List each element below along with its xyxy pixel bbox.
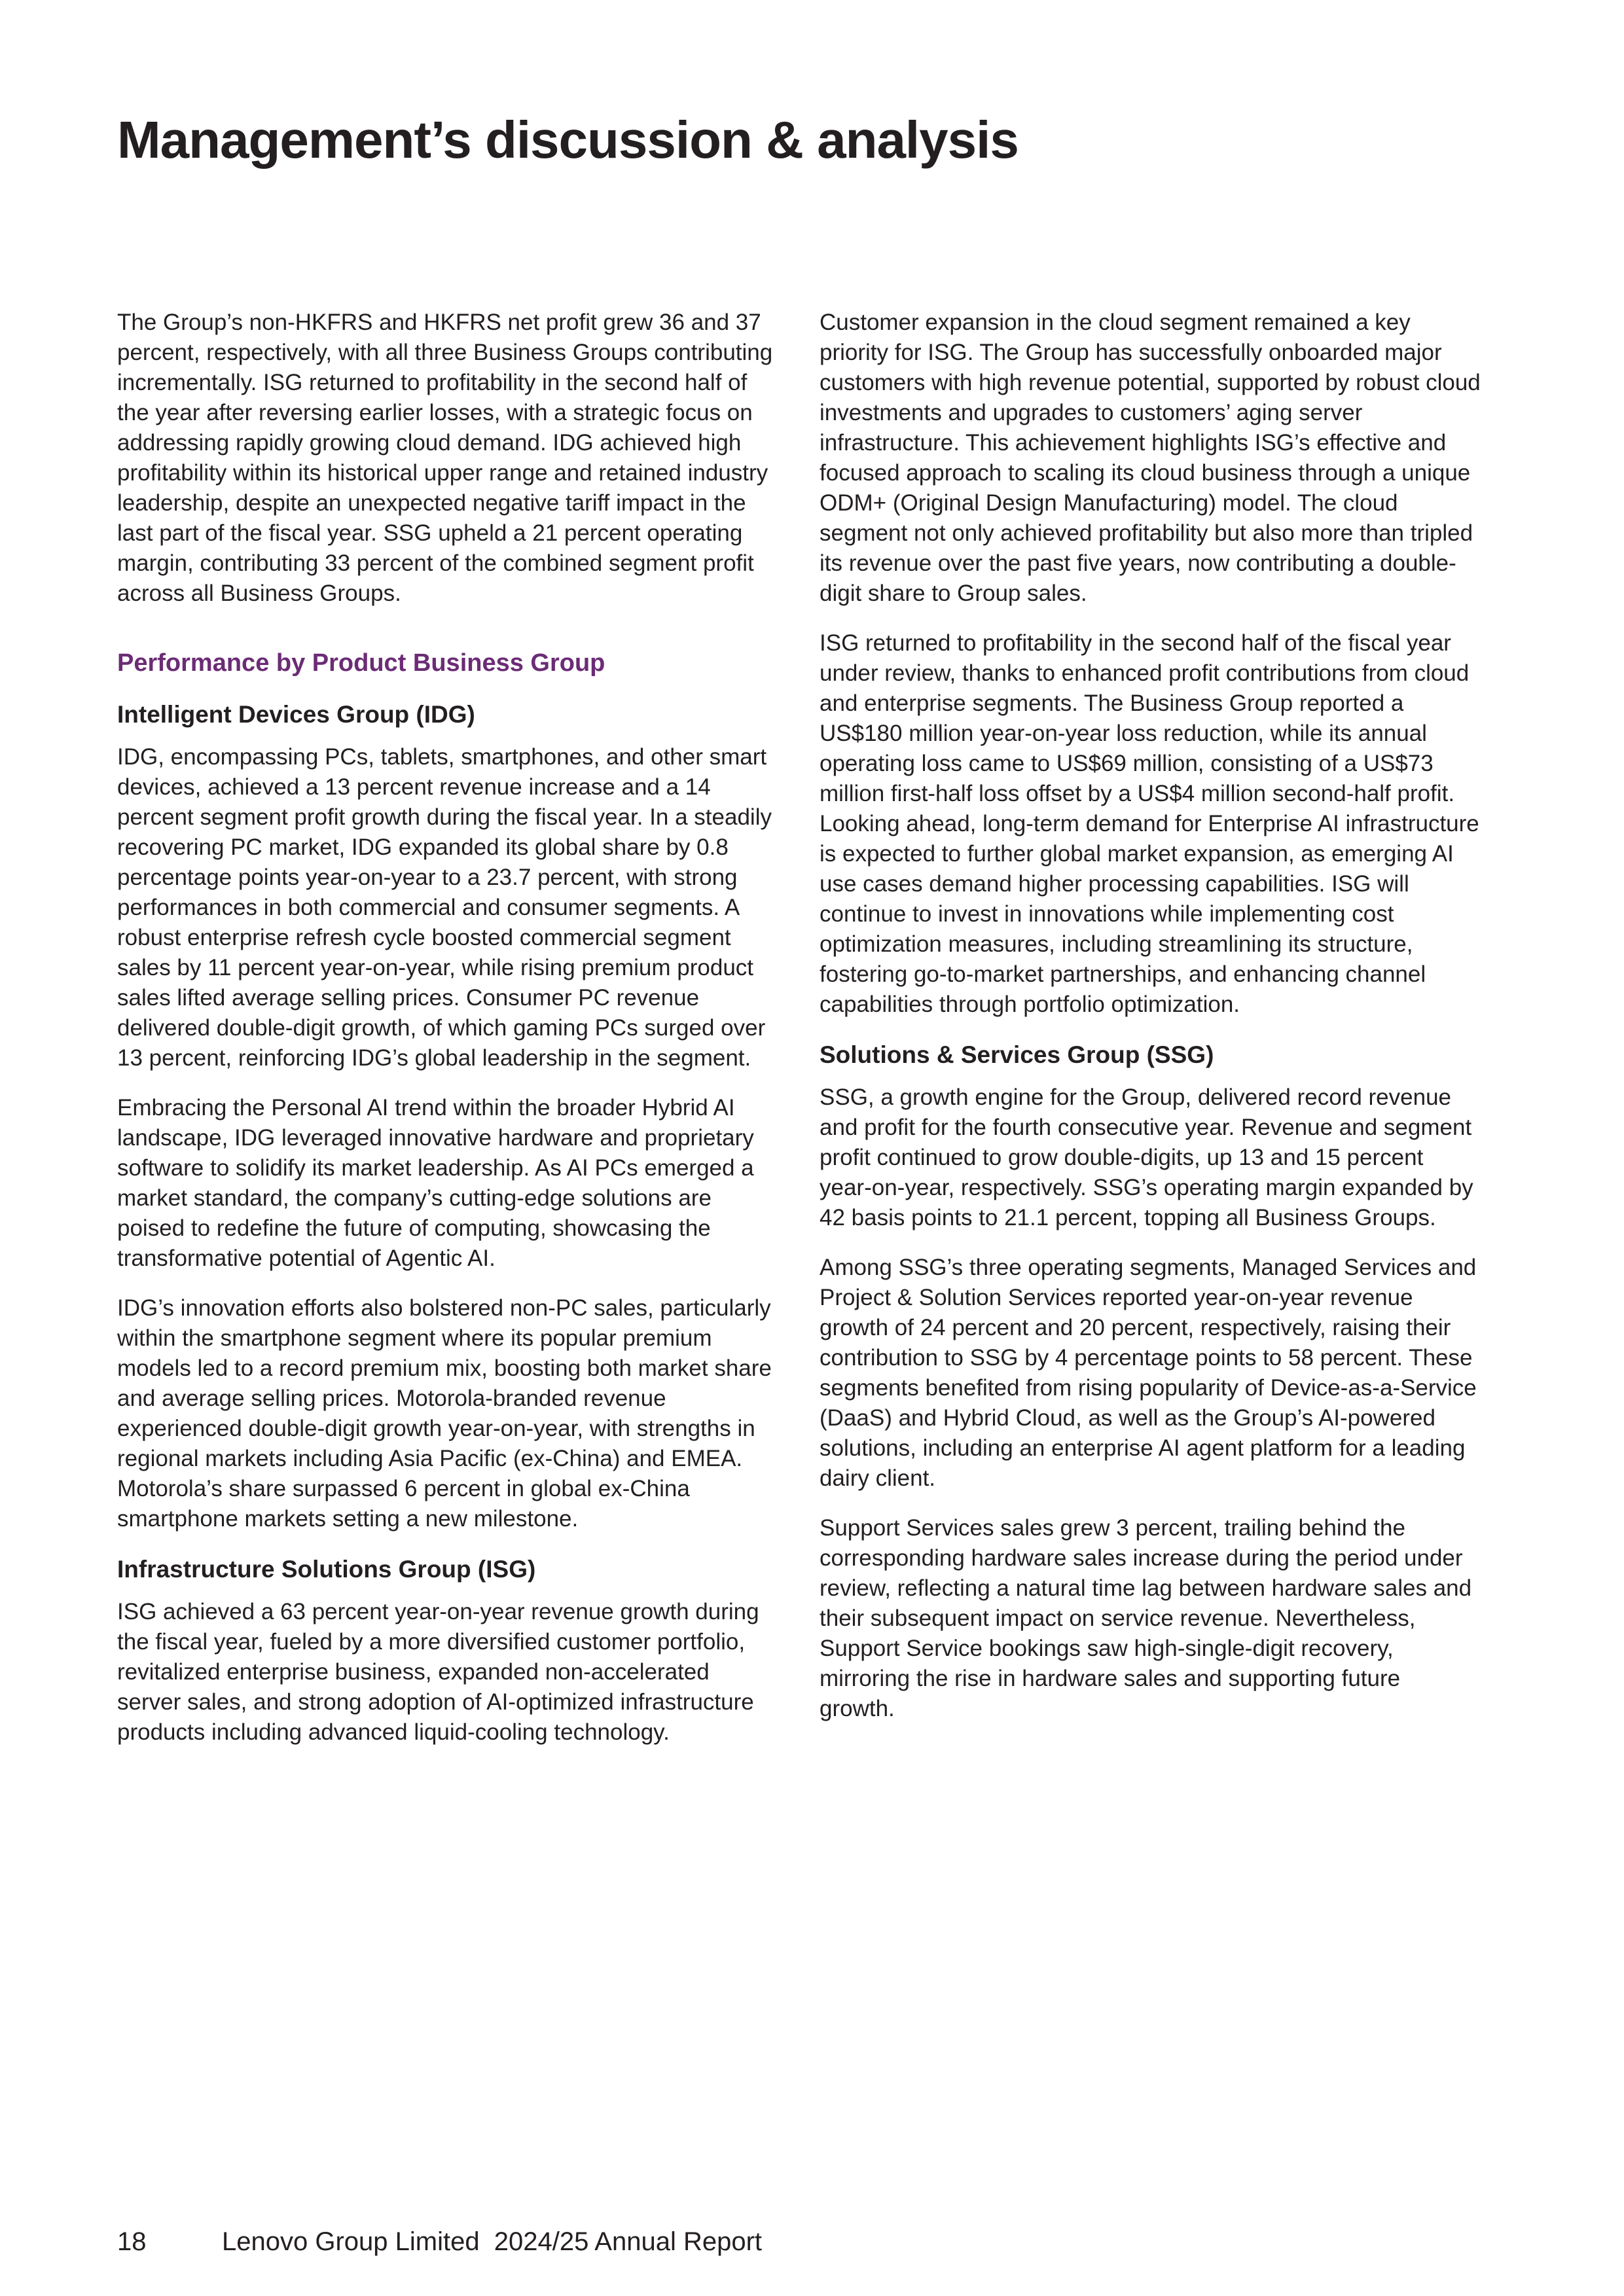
idg-heading: Intelligent Devices Group (IDG) <box>117 701 475 728</box>
isg-paragraph: ISG returned to profitability in the second half of the fiscal year under review, thanks to enhanced profit contributions from cloud and enterprise segments. The Business Group reported a US$180 million year-on-year loss reduction, while its annual operating loss came to US$69 million, consisting of a US$73 million first-half loss offset by a US$4 million second-half profit. Looking ahead, long-term demand for Enterprise AI infrastructure is expected to further global market expansion, as emerging AI use cases demand higher processing capabilities. ISG will continue to invest in innovations while implementing cost optimization measures, including streamlining its structure, fostering go-to-market partnerships, and enhancing channel capabilities through portfolio optimization. <box>820 630 1479 1017</box>
ssg-heading: Solutions & Services Group (SSG) <box>820 1041 1214 1068</box>
ssg-paragraph: Support Services sales grew 3 percent, trailing behind the corresponding hardware sales increase during the period under review, reflecting a natural time lag between hardware sales and their subsequent impact on service revenue. Nevertheless, Support Service bookings saw high-single-digit recovery, mirroring the rise in hardware sales and supporting future growth. <box>820 1515 1472 1721</box>
section-heading-performance: Performance by Product Business Group <box>117 649 605 677</box>
page-footer <box>117 2225 762 2258</box>
isg-paragraph: ISG achieved a 63 percent year-on-year revenue growth during the fiscal year, fueled by a more diversified customer portfolio, revitalized enterprise business, expanded non-accelerated server sales, and strong adoption of AI-optimized infrastructure products including advanced liquid-cooling technology. <box>117 1599 759 1745</box>
page-number: 18 <box>117 2227 147 2256</box>
report-title: Lenovo Group Limited 2024/25 Annual Report <box>222 2227 763 2256</box>
left-column <box>117 308 778 1767</box>
ssg-paragraph: SSG, a growth engine for the Group, delivered record revenue and profit for the fourth consecutive year. Revenue and segment profit continued to grow double-digits, up 13 and 15 percent year-on-year, respectively. SSG’s operating margin expanded by 42 basis points to 21.1 percent, topping all Business Groups. <box>820 1085 1473 1230</box>
isg-heading: Infrastructure Solutions Group (ISG) <box>117 1556 536 1583</box>
idg-paragraph: IDG, encompassing PCs, tablets, smartphones, and other smart devices, achieved a 13 percent revenue increase and a 14 percent segment profit growth during the fiscal year. In a steadily recovering PC market, IDG expanded its global share by 0.8 percentage points year-on-year to a 23.7 percent, with strong performances in both commercial and consumer segments. A robust enterprise refresh cycle boosted commercial segment sales by 11 percent year-on-year, while rising premium product sales lifted average selling prices. Consumer PC revenue delivered double-digit growth, of which gaming PCs surged over 13 percent, reinforcing IDG’s global leadership in the segment. <box>117 744 772 1071</box>
right-column <box>820 308 1481 1744</box>
intro-paragraph: The Group’s non-HKFRS and HKFRS net profit grew 36 and 37 percent, respectively, with all three Business Groups contributing incrementally. ISG returned to profitability in the second half of the year after reversing earlier losses, with a strategic focus on addressing rapidly growing cloud demand. IDG achieved high profitability within its historical upper range and retained industry leadership, despite an unexpected negative tariff impact in the last part of the fiscal year. SSG upheld a 21 percent operating margin, contributing 33 percent of the combined segment profit across all Business Groups. <box>117 310 773 606</box>
idg-paragraph: IDG’s innovation efforts also bolstered non-PC sales, particularly within the smartphone segment where its popular premium models led to a record premium mix, boosting both market share and average selling prices. Motorola-branded revenue experienced double-digit growth year-on-year, with strengths in regional markets including Asia Pacific (ex-China) and EMEA. Motorola’s share surpassed 6 percent in global ex-China smartphone markets setting a new milestone. <box>117 1295 772 1532</box>
page-title: Management’s discussion & analysis <box>117 111 1019 169</box>
isg-paragraph: Customer expansion in the cloud segment remained a key priority for ISG. The Group has successfully onboarded major customers with high revenue potential, supported by robust cloud investments and upgrades to customers’ aging server infrastructure. This achievement highlights ISG’s effective and focused approach to scaling its cloud business through a unique ODM+ (Original Design Manufacturing) model. The cloud segment not only achieved profitability but also more than tripled its revenue over the past five years, now contributing a double-digit share to Group sales. <box>820 310 1481 606</box>
idg-paragraph: Embracing the Personal AI trend within the broader Hybrid AI landscape, IDG leveraged innovative hardware and proprietary software to solidify its market leadership. As AI PCs emerged a market standard, the company’s cutting-edge solutions are poised to redefine the future of computing, showcasing the transformative potential of Agentic AI. <box>117 1095 754 1271</box>
ssg-paragraph: Among SSG’s three operating segments, Managed Services and Project & Solution Services reported year-on-year revenue growth of 24 percent and 20 percent, respectively, raising their contribution to SSG by 4 percentage points to 58 percent. These segments benefited from rising popularity of Device-as-a-Service (DaaS) and Hybrid Cloud, as well as the Group’s AI-powered solutions, including an enterprise AI agent platform for a leading dairy client. <box>820 1255 1477 1491</box>
